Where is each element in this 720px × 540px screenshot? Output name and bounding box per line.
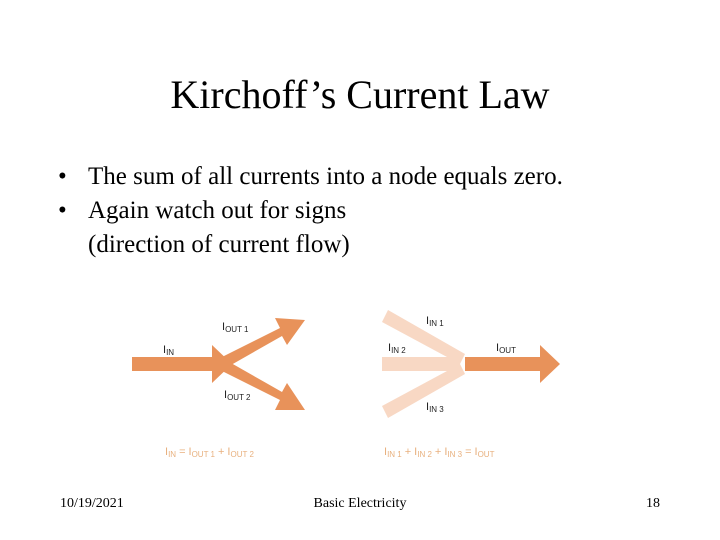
equation-right: IIN 1 + IIN 2 + IIN 3 = IOUT [384, 446, 495, 459]
bullet-list [58, 160, 698, 262]
label-i-out2: IOUT 2 [224, 389, 251, 402]
label-i-out: IOUT [496, 342, 516, 355]
footer-date: 10/19/2021 [60, 496, 124, 511]
slide-title: Kirchoff’s Current Law [170, 72, 550, 117]
bullet-dot: • [58, 197, 67, 224]
label-i-out1: IOUT 1 [222, 321, 249, 334]
bullet-item [58, 160, 698, 194]
bullet-dot: • [58, 163, 67, 190]
bullet-text: The sum of all currents into a node equals zero. [88, 163, 563, 190]
arrow-in [132, 345, 232, 383]
arrow-out-2 [218, 359, 305, 410]
footer-title: Basic Electricity [313, 496, 407, 511]
bullet-text: Again watch out for signs (direction of current flow) [88, 197, 350, 258]
bullet-item [58, 194, 698, 262]
arrow-in-2 [382, 357, 460, 371]
arrow-in-3 [382, 364, 465, 418]
arrow-in-1 [382, 310, 465, 364]
label-i-in3: IIN 3 [426, 401, 444, 414]
right-merge-diagram [382, 310, 560, 459]
label-i-in2: IIN 2 [388, 342, 406, 355]
page-number: 18 [646, 496, 660, 511]
equation-left: IIN = IOUT 1 + IOUT 2 [165, 446, 254, 459]
left-split-diagram [132, 318, 305, 459]
label-i-in: IIN [163, 344, 175, 357]
label-i-in1: IIN 1 [426, 315, 444, 328]
kcl-diagram [120, 300, 580, 470]
